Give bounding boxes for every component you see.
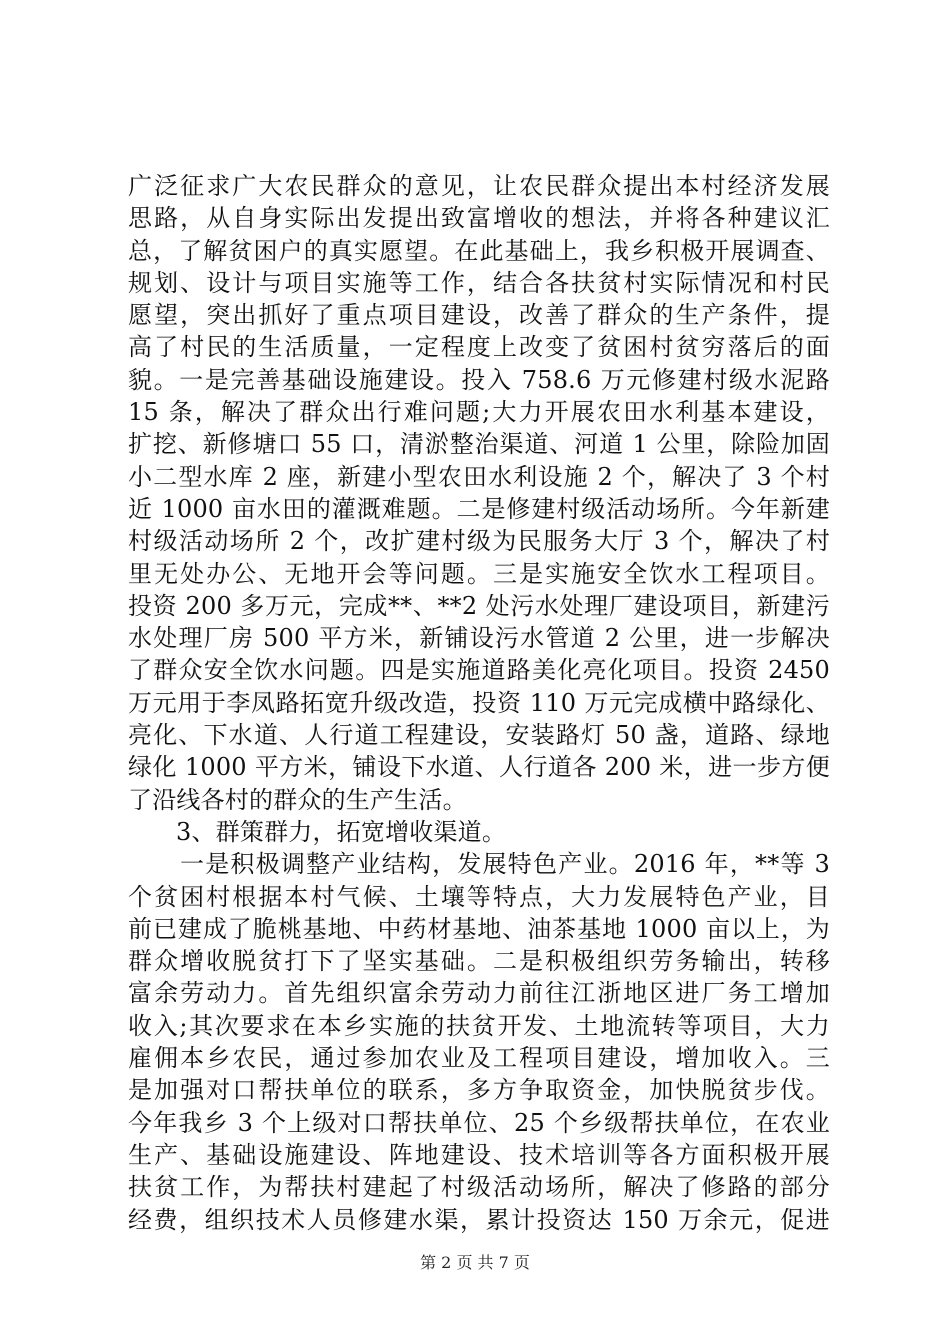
text-line: 投资 200 多万元，完成**、**2 处污水处理厂建设项目，新建污 — [128, 591, 830, 620]
text-line: 里无处办公、无地开会等问题。三是实施安全饮水工程项目。 — [128, 559, 830, 588]
text-line: 亮化、下水道、人行道工程建设，安装路灯 50 盏，道路、绿地 — [128, 721, 830, 750]
text-line: 水处理厂房 500 平方米，新铺设污水管道 2 公里，进一步解决 — [128, 624, 830, 653]
page-number-footer: 第 2 页 共 7 页 — [420, 1253, 530, 1272]
text-line: 前已建成了脆桃基地、中药材基地、油茶基地 1000 亩以上，为 — [128, 914, 830, 943]
text-line: 高了村民的生活质量，一定程度上改变了贫困村贫穷落后的面 — [128, 333, 830, 362]
text-line: 万元用于李凤路拓宽升级改造，投资 110 万元完成横中路绿化、 — [128, 688, 830, 717]
text-line: 一是积极调整产业结构，发展特色产业。2016 年，**等 3 — [180, 850, 830, 879]
text-line: 总，了解贫困户的真实愿望。在此基础上，我乡积极开展调查、 — [128, 236, 830, 265]
text-line: 富余劳动力。首先组织富余劳动力前往江浙地区进厂务工增加 — [128, 979, 830, 1008]
text-line: 个贫困村根据本村气候、土壤等特点，大力发展特色产业，目 — [128, 882, 830, 911]
text-line: 貌。一是完善基础设施建设。投入 758.6 万元修建村级水泥路 — [128, 365, 830, 394]
text-line: 规划、设计与项目实施等工作，结合各扶贫村实际情况和村民 — [128, 268, 830, 297]
text-line: 绿化 1000 平方米，铺设下水道、人行道各 200 米，进一步方便 — [128, 753, 830, 782]
text-line: 愿望，突出抓好了重点项目建设，改善了群众的生产条件，提 — [128, 301, 830, 330]
text-line: 村级活动场所 2 个，改扩建村级为民服务大厅 3 个，解决了村 — [128, 527, 830, 556]
text-line: 思路，从自身实际出发提出致富增收的想法，并将各种建议汇 — [128, 204, 830, 233]
text-line: 近 1000 亩水田的灌溉难题。二是修建村级活动场所。今年新建 — [128, 494, 830, 523]
text-line: 生产、基础设施建设、阵地建设、技术培训等各方面积极开展 — [128, 1140, 830, 1169]
text-line: 收入;其次要求在本乡实施的扶贫开发、土地流转等项目，大力 — [128, 1011, 830, 1040]
text-line: 了沿线各村的群众的生产生活。 — [128, 785, 467, 814]
paragraph-2 — [128, 848, 830, 1236]
text-line: 广泛征求广大农民群众的意见，让农民群众提出本村经济发展 — [128, 172, 830, 200]
section-heading: 3、群策群力，拓宽增收渠道。 — [176, 817, 507, 846]
body-text — [128, 170, 830, 1236]
paragraph-1 — [128, 170, 830, 816]
text-line: 今年我乡 3 个上级对口帮扶单位、25 个乡级帮扶单位，在农业 — [128, 1108, 830, 1137]
text-line: 小二型水库 2 座，新建小型农田水利设施 2 个，解决了 3 个村 — [128, 462, 830, 491]
text-line: 经费，组织技术人员修建水渠，累计投资达 150 万余元，促进 — [128, 1205, 830, 1234]
text-line: 是加强对口帮扶单位的联系，多方争取资金，加快脱贫步伐。 — [128, 1076, 830, 1105]
text-line: 雇佣本乡农民，通过参加农业及工程项目建设，增加收入。三 — [128, 1044, 830, 1073]
text-line: 15 条，解决了群众出行难问题;大力开展农田水利基本建设， — [128, 398, 830, 427]
text-line: 扩挖、新修塘口 55 口，清淤整治渠道、河道 1 公里，除险加固 — [128, 430, 830, 459]
text-line: 了群众安全饮水问题。四是实施道路美化亮化项目。投资 2450 — [128, 656, 830, 685]
text-line: 扶贫工作，为帮扶村建起了村级活动场所，解决了修路的部分 — [128, 1173, 830, 1202]
text-line: 群众增收脱贫打下了坚实基础。二是积极组织劳务输出，转移 — [128, 947, 830, 976]
